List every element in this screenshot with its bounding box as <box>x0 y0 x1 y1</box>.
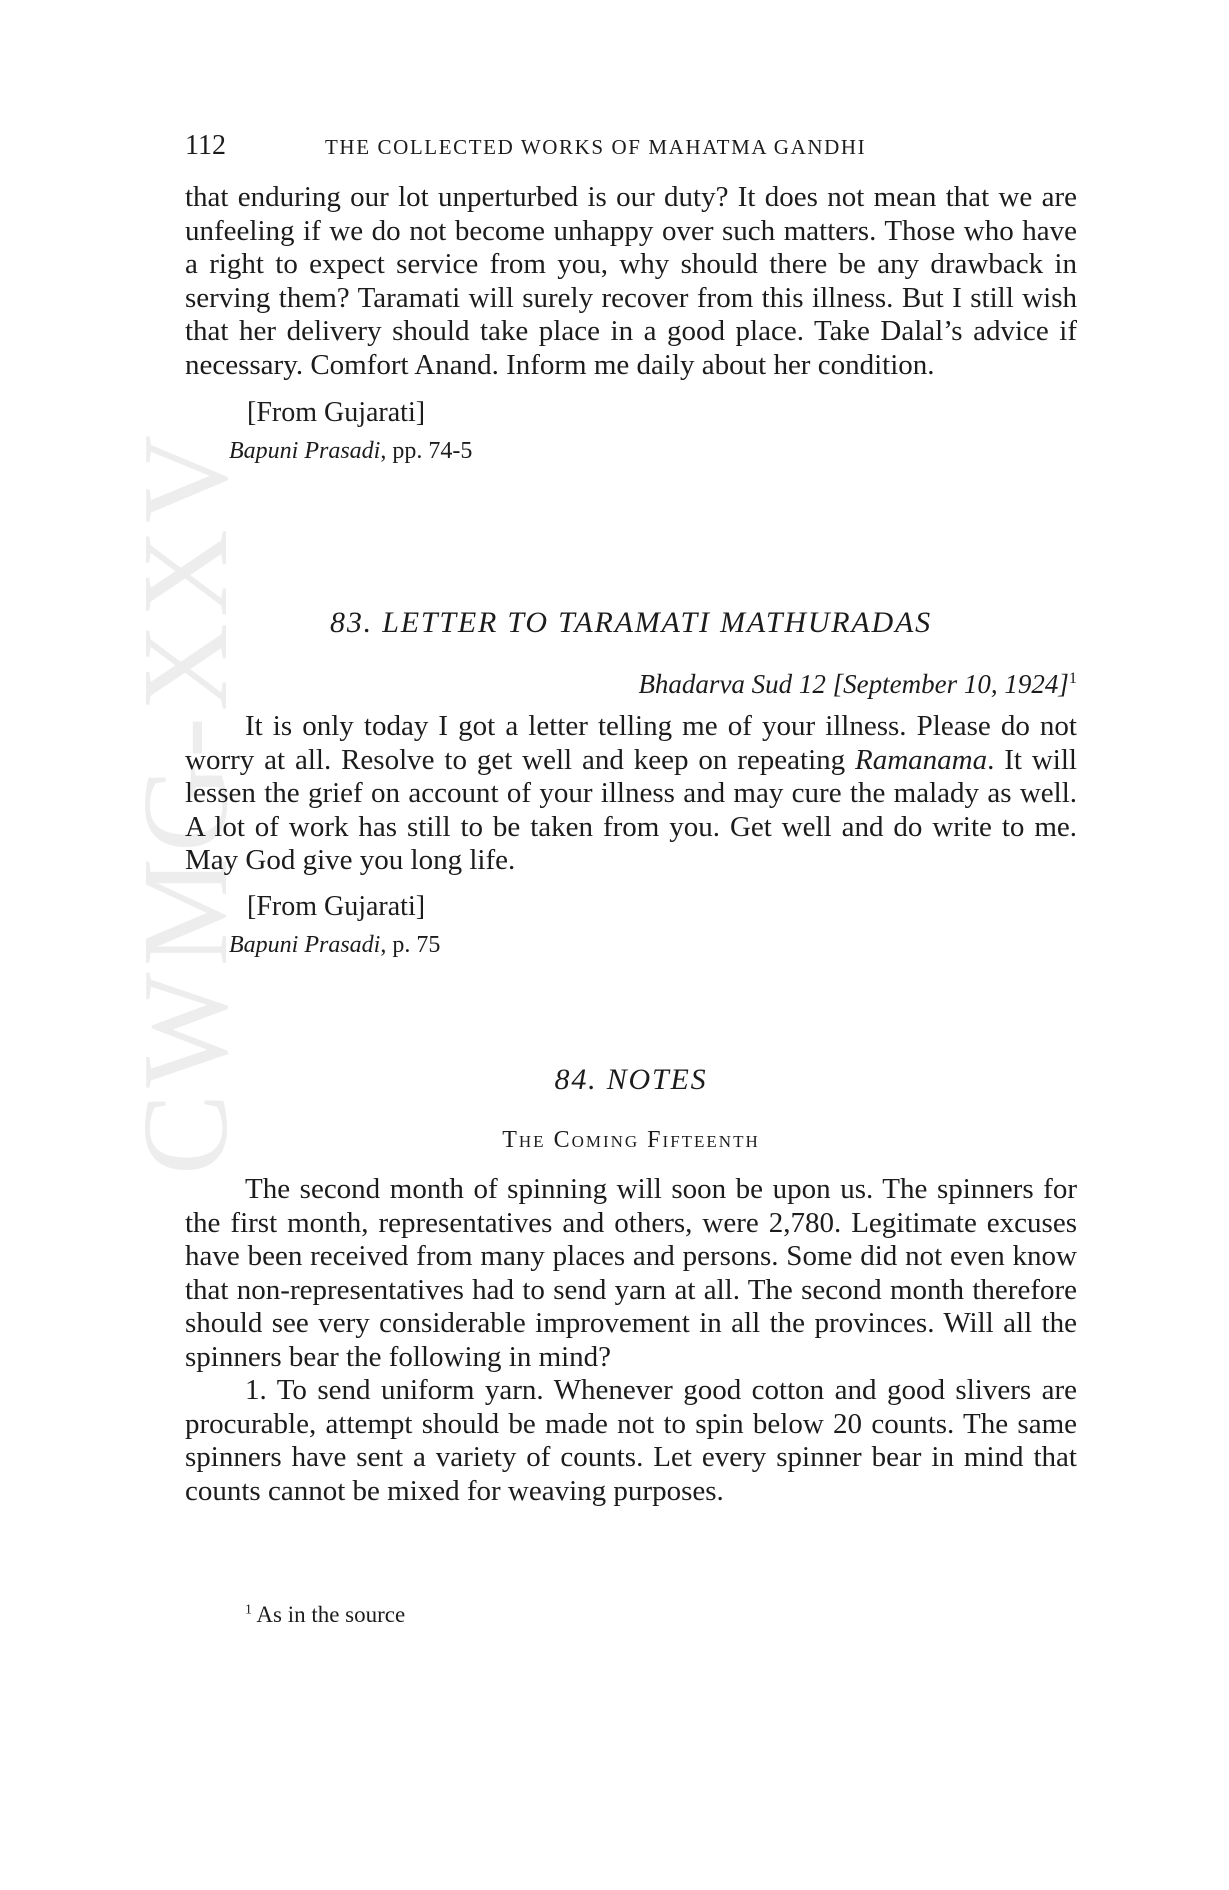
date-text: Bhadarva Sud 12 [September 10, 1924] <box>638 669 1069 699</box>
citation-title: Bapuni Prasadi <box>229 438 381 464</box>
citation <box>229 930 1077 960</box>
article-83-paragraph: It is only today I got a letter telling me of your illness. Please do not worry at all. Resolve to get well and keep on repeating Ramanama. It will lessen the grief on account of your illness and may cure the malady as well. A lot of work has still to be taken from you. Get well and do write to me. May God give you long life. <box>185 710 1077 876</box>
article-84-section <box>185 1173 1077 1508</box>
footnote-text: As in the source <box>251 1602 406 1627</box>
article-84-subheading: The Coming Fifteenth <box>502 1127 760 1153</box>
footnote-number: 1 <box>245 1601 252 1617</box>
continuation-paragraph: that enduring our lot unperturbed is our duty? It does not mean that we are unfeeling if we do not become unhappy over such matters. Those who have a right to expect service from you, why should there be any drawback in serving them? Taramati will surely recover from this illness. But I still wish that her delivery should take place in a good place. Take Dalal’s advice if necessary. Comfort Anand. Inform me daily about her condition. <box>185 181 1077 381</box>
article-83-date <box>185 667 1077 701</box>
article-83-section <box>185 710 1077 960</box>
citation <box>229 436 1077 466</box>
article-84-title: 84. NOTES <box>554 1063 708 1096</box>
article-84-paragraph-1: The second month of spinning will soon be upon us. The spinners for the first month, representatives and others, were 2,780. Legitimate excuses have been received from many places and persons. Some did not even know that non-representatives had to send yarn at all. The second month therefore should see very considerable improvement in all the provinces. Will all the spinners bear the following in mind? <box>185 1173 1077 1373</box>
continuation-section <box>185 181 1077 466</box>
watermark: CWMG-XXV <box>118 428 253 1175</box>
source-note: [From Gujarati] <box>247 890 426 922</box>
source-note: [From Gujarati] <box>247 397 426 428</box>
page-number: 112 <box>185 130 226 161</box>
article-83-title: 83. LETTER TO TARAMATI MATHURADAS <box>330 606 932 639</box>
book-title: THE COLLECTED WORKS OF MAHATMA GANDHI <box>325 135 867 159</box>
article-84-paragraph-2: 1. To send uniform yarn. Whenever good cotton and good slivers are procurable, attempt should be made not to spin below 20 counts. The same spinners have sent a variety of counts. Let every spinner bear in mind that counts cannot be mixed for weaving purposes. <box>185 1374 1077 1507</box>
citation-pages: , p. 75 <box>380 931 441 958</box>
running-header <box>185 128 1075 165</box>
footnote-marker: 1 <box>1068 669 1077 687</box>
citation-pages: , pp. 74-5 <box>380 438 473 464</box>
citation-title: Bapuni Prasadi <box>229 931 381 958</box>
ramanama-term: Ramanama <box>855 743 988 776</box>
footnote <box>245 1600 405 1630</box>
